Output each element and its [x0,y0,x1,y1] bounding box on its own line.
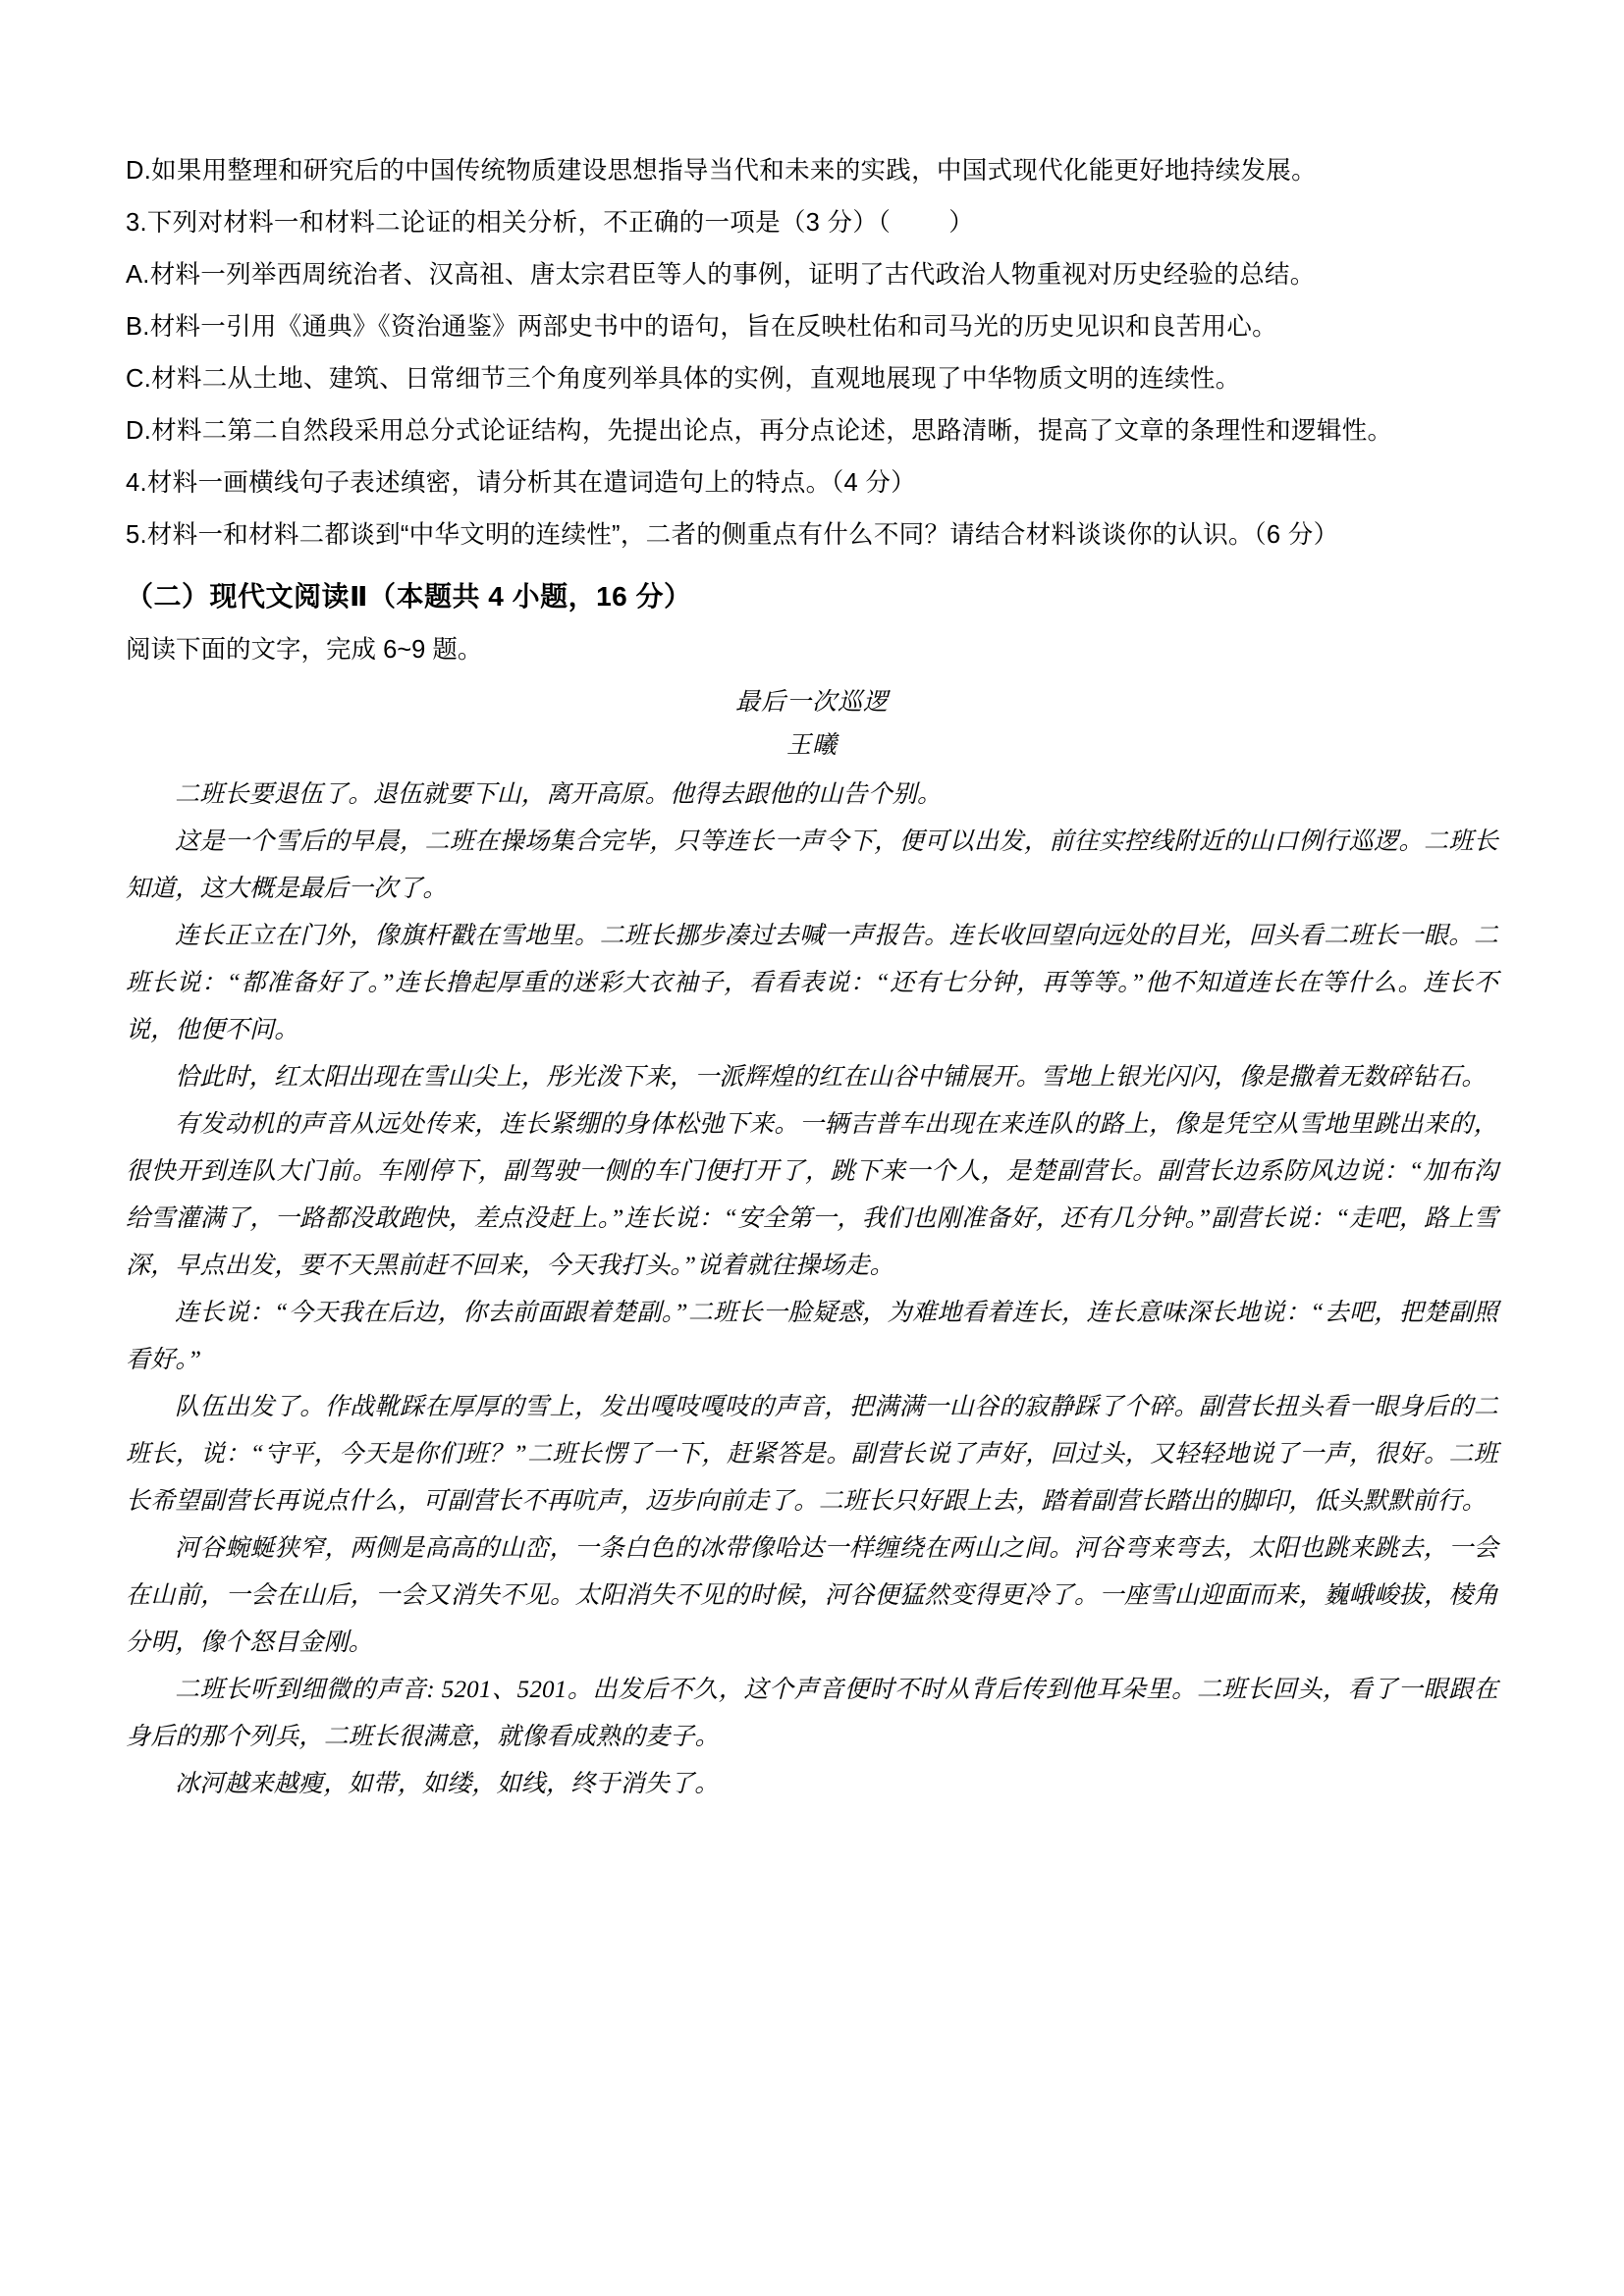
story-paragraph: 队伍出发了。作战靴踩在厚厚的雪上，发出嘎吱嘎吱的声音，把满满一山谷的寂静踩了个碎。副营长扭头看一眼身后的二班长，说：“守平，今天是你们班？”二班长愣了一下，赶紧答是。副营长说了声好，回过头，又轻轻地说了一声，很好。二班长希望副营长再说点什么，可副营长不再吭声，迈步向前走了。二班长只好跟上去，踏着副营长踏出的脚印，低头默默前行。 [126,1394,1498,1515]
story-author: 王曦 [785,732,838,759]
question-3-option-b: B.材料一引用《通典》《资治通鉴》两部史书中的语句，旨在反映杜佑和司马光的历史见识和良苦用心。 [126,313,1277,341]
story-paragraph: 连长说：“今天我在后边，你去前面跟着楚副。”二班长一脸疑惑，为难地看着连长，连长意味深长地说：“去吧，把楚副照看好。” [126,1300,1498,1373]
question-3-stem: 3.下列对材料一和材料二论证的相关分析，不正确的一项是（3 分）（ ） [126,209,975,237]
section-modern-reading-2 [126,569,1498,673]
section-intro: 阅读下面的文字，完成 6~9 题。 [126,636,483,664]
question-3-option-d: D.材料二第二自然段采用总分式论证结构，先提出论点，再分点论述，思路清晰，提高了文章的条理性和逻辑性。 [126,417,1393,445]
question-3-option-c: C.材料二从土地、建筑、日常细节三个角度列举具体的实例，直观地展现了中华物质文明的连续性。 [126,365,1241,393]
story-paragraph: 二班长要退伍了。退伍就要下山，离开高原。他得去跟他的山告个别。 [175,781,943,808]
question-3-option-a: A.材料一列举西周统治者、汉高祖、唐太宗君臣等人的事例，证明了古代政治人物重视对历史经验的总结。 [126,261,1316,289]
story-paragraph: 有发动机的声音从远处传来，连长紧绷的身体松弛下来。一辆吉普车出现在来连队的路上，像是凭空从雪地里跳出来的，很快开到连队大门前。车刚停下，副驾驶一侧的车门便打开了，跳下来一个人，是楚副营长。副营长边系防风边说：“加布沟给雪灌满了，一路都没敢跑快，差点没赶上。”连长说：“安全第一，我们也刚准备好，还有几分钟。”副营长说：“走吧，路上雪深，早点出发，要不天黑前赶不回来，今天我打头。”说着就往操场走。 [126,1111,1498,1279]
question-5: 5.材料一和材料二都谈到“中华文明的连续性”，二者的侧重点有什么不同？请结合材料谈谈你的认识。（6 分） [126,521,1339,549]
section-heading: （二）现代文阅读Ⅱ（本题共 4 小题，16 分） [126,581,692,612]
story-body [126,681,1498,1808]
story-paragraph: 恰此时，红太阳出现在雪山尖上，彤光泼下来，一派辉煌的红在山谷中铺展开。雪地上银光闪闪，像是撒着无数碎钻石。 [175,1064,1487,1091]
story-paragraph: 河谷蜿蜒狭窄，两侧是高高的山峦，一条白色的冰带像哈达一样缠绕在两山之间。河谷弯来弯去，太阳也跳来跳去，一会在山前，一会在山后，一会又消失不见。太阳消失不见的时候，河谷便猛然变得更冷了。一座雪山迎面而来，巍峨峻拔，棱角分明，像个怒目金刚。 [126,1535,1498,1656]
question-4: 4.材料一画横线句子表述缜密，请分析其在遣词造句上的特点。（4 分） [126,469,916,497]
question-block [126,147,1498,560]
story-paragraph: 连长正立在门外，像旗杆戳在雪地里。二班长挪步凑过去喊一声报告。连长收回望向远处的目光，回头看二班长一眼。二班长说：“都准备好了。”连长撸起厚重的迷彩大衣袖子，看看表说：“还有七分钟，再等等。”他不知道连长在等什么。连长不说，他便不问。 [126,923,1498,1043]
story-paragraph: 二班长听到细微的声音: 5201、5201。出发后不久，这个声音便时不时从背后传到他耳朵里。二班长回头，看了一眼跟在身后的那个列兵，二班长很满意，就像看成熟的麦子。 [126,1677,1498,1750]
story-title: 最后一次巡逻 [734,689,889,716]
story-paragraph: 这是一个雪后的早晨，二班在操场集合完毕，只等连长一声令下，便可以出发，前往实控线附近的山口例行巡逻。二班长知道，这大概是最后一次了。 [126,828,1498,902]
question-option-d-prev: D.如果用整理和研究后的中国传统物质建设思想指导当代和未来的实践，中国式现代化能更好地持续发展。 [126,157,1317,185]
story-paragraph: 冰河越来越瘦，如带，如缕，如线，终于消失了。 [175,1771,720,1797]
